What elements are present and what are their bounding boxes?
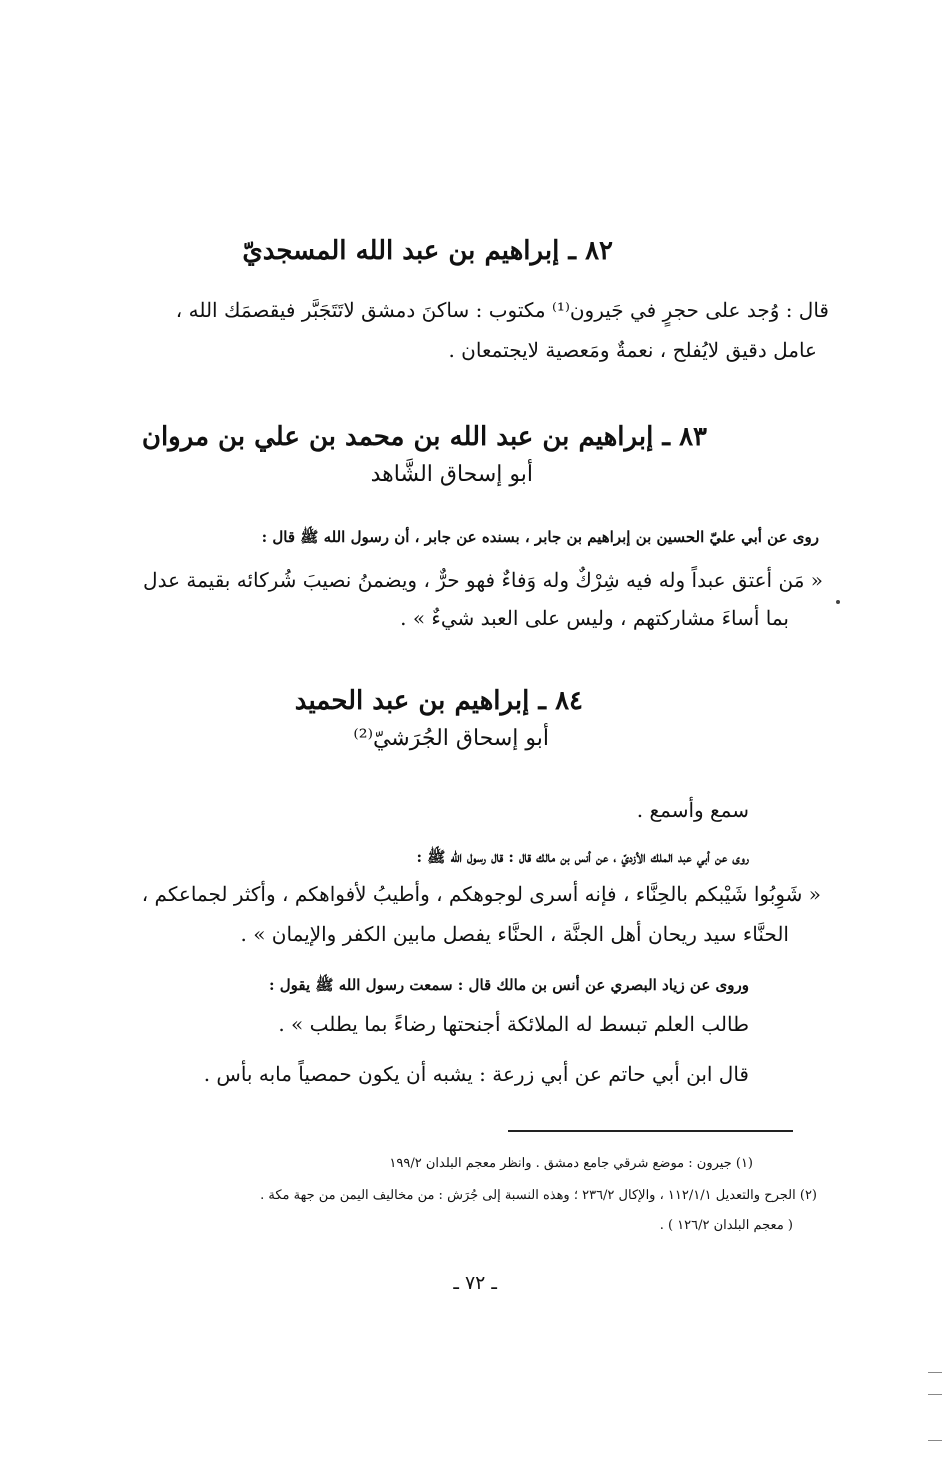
entry-84-intro: سمع وأسمع . <box>636 798 749 822</box>
entry-84-hadith-2: طالب العلم تبسط له الملائكة أجنحتها رضاءً بما يطلب » . <box>278 1012 749 1036</box>
entry-83-narration: روى عن أبي عليّ الحسين بن إبراهيم بن جابر ، بسنده عن جابر ، أن رسول الله ﷺ قال : <box>261 528 819 546</box>
footnote-2: (٢) الجرح والتعديل ١١٢/١/١ ، والإكال ٢٣٦/٢ ؛ وهذه النسبة إلى جُرَش : من مخاليف اليمن من جهة مكة . <box>260 1188 817 1203</box>
scan-edge-mark <box>928 1440 942 1441</box>
entry-84-narration-2: وروى عن زياد البصري عن أنس بن مالك قال : سمعت رسول الله ﷺ يقول : <box>268 976 749 994</box>
entry-84-heading: ٨٤ ـ إبراهيم بن عبد الحميد <box>294 686 583 716</box>
entry-84-comment: قال ابن أبي حاتم عن أبي زرعة : يشبه أن يكون حمصياً مابه بأس . <box>203 1062 749 1086</box>
footnote-1: (١) جيرون : موضع شرقي جامع دمشق . وانظر معجم البلدان ١٩٩/٢ <box>389 1156 753 1171</box>
entry-84-narration-1: روى عن أبي عبد الملك الأزديّ ، عن أنس بن مالك قال : قال رسول الله ﷺ : <box>416 848 749 866</box>
entry-83-hadith-line-1: « مَن أعتق عبداً وله فيه شِرْكٌ وله وَفاءٌ فهو حرٌّ ، ويضمنُ نصيبَ شُركائه بقيمة عدل <box>143 568 823 592</box>
entry-82-line-2: عامل دقيق لايُفلح ، نعمةٌ ومَعصية لايجتمعان . <box>448 338 817 362</box>
entry-83-subheading: أبو إسحاق الشَّاهد <box>370 462 533 487</box>
scan-edge-mark <box>928 1394 942 1395</box>
entry-84-subheading: أبو إسحاق الجُرَشيّ⁽²⁾ <box>353 726 549 751</box>
page-number: ـ ٧٢ ـ <box>453 1272 497 1294</box>
entry-84-hadith-1-line-2: الحنَّاء سيد ريحان أهل الجنَّة ، الحنَّاء يفصل مابين الكفر والإيمان » . <box>240 922 789 946</box>
entry-83-heading: ٨٣ ـ إبراهيم بن عبد الله بن محمد بن علي بن مروان <box>141 422 707 452</box>
entry-82-heading: ٨٢ ـ إبراهيم بن عبد الله المسجديّ <box>242 236 613 266</box>
footnote-2-continuation: ( معجم البلدان ١٢٦/٢ ) . <box>659 1218 793 1233</box>
entry-84-hadith-1-line-1: « شَوِبُوا شَيْبكم بالحِنَّاء ، فإنه أسرى لوجوهكم ، وأطيبُ لأفواهكم ، وأكثر لجماعكم ، <box>141 882 821 906</box>
footnote-rule <box>508 1130 793 1132</box>
scan-speck <box>836 600 840 604</box>
entry-82-line-1: قال : وُجد على حجرٍ في جَيرون⁽¹⁾ مكتوب : ساكنَ دمشق لاتَتَجَبَّر فيقصمَك الله ، <box>175 298 829 322</box>
scan-edge-mark <box>928 1372 942 1373</box>
entry-83-hadith-line-2: بما أساءَ مشاركتهم ، وليس على العبد شيءٌ » . <box>400 606 789 630</box>
